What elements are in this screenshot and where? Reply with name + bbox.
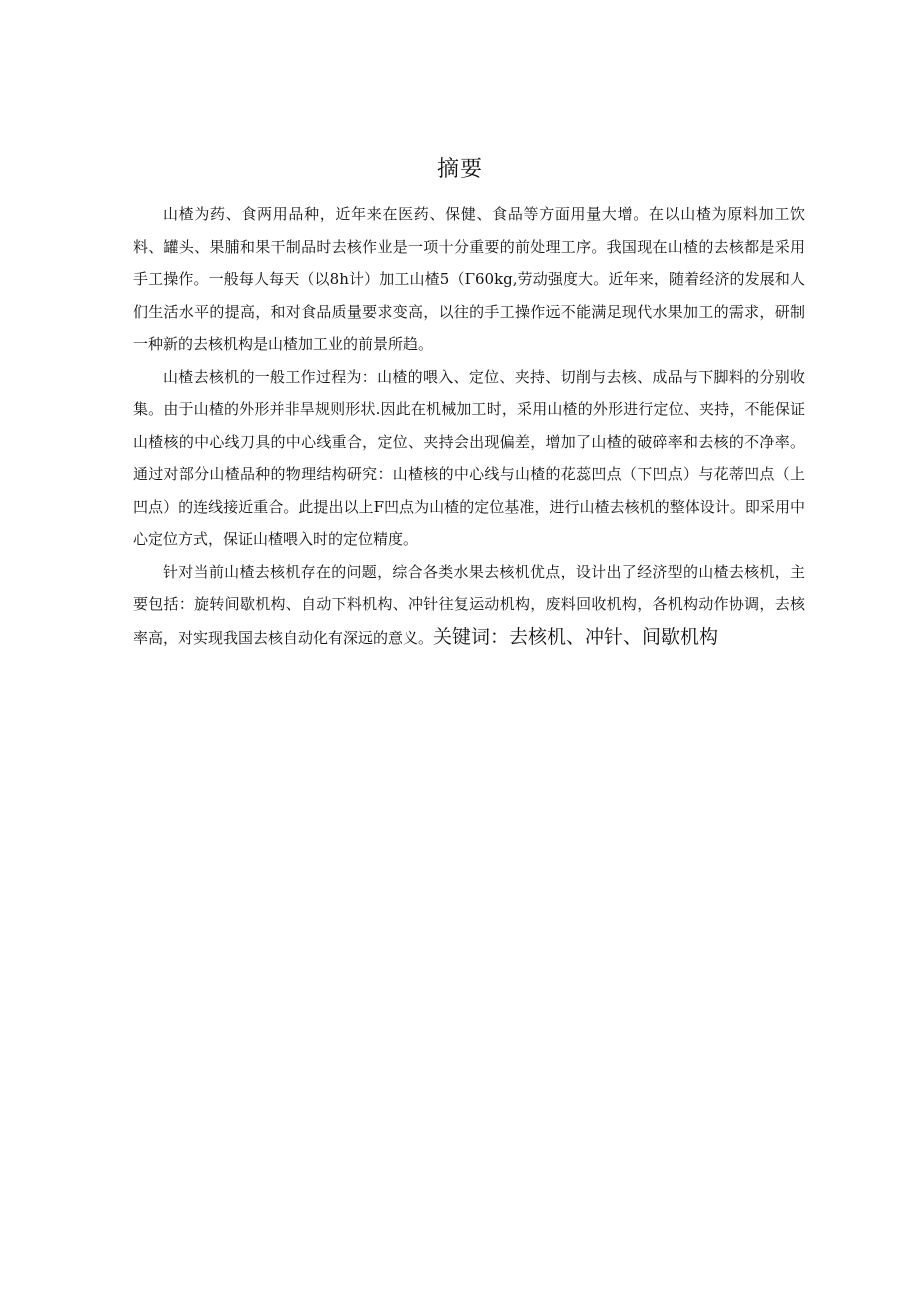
- abstract-paragraph-3: [133, 556, 805, 655]
- abstract-paragraph-2: 山楂去核机的一般工作过程为：山楂的喂入、定位、夹持、切削与去核、成品与下脚料的分别收集。由于山楂的外形并非旱规则形状.因此在机械加工时，采用山楂的外形进行定位、夹持，不能保证山楂核的中心线刀具的中心线重合，定位、夹持会出现偏差，增加了山楂的破碎率和去核的不净率。通过对部分山楂品种的物理结构研究：山楂核的中心线与山楂的花蕊凹点（下凹点）与花蒂凹点（上凹点）的连线接近重合。此提出以上F凹点为山楂的定位基准，进行山楂去核机的整体设计。即采用中心定位方式，保证山楂喂入时的定位精度。: [133, 367, 805, 548]
- abstract-paragraph-3-text: 针对当前山楂去核机存在的问题，综合各类水果去核机优点，设计出了经济型的山楂去核机，主要包括：旋转间歇机构、自动下料机构、冲针往复运动机构，废料回收机构，各机构动作协调，去核率高，对实现我国去核自动化有深远的意义。: [133, 562, 805, 647]
- abstract-body: [133, 198, 805, 654]
- abstract-title: 摘要: [436, 157, 483, 182]
- abstract-paragraph-1: 山楂为药、食两用品种，近年来在医药、保健、食品等方面用量大增。在以山楂为原料加工饮料、罐头、果脯和果干制品时去核作业是一项十分重要的前处理工序。我国现在山楂的去核都是采用手工操作。一般每人每天（以8h计）加工山楂5（Γ60kg,劳动强度大。近年来，随着经济的发展和人们生活水平的提高，和对食品质量要求变高，以往的手工操作远不能满足现代水果加工的需求，研制一种新的去核机构是山楂加工业的前景所趋。: [133, 205, 805, 353]
- keywords: 关键词：去核机、冲针、间歇机构: [433, 625, 719, 648]
